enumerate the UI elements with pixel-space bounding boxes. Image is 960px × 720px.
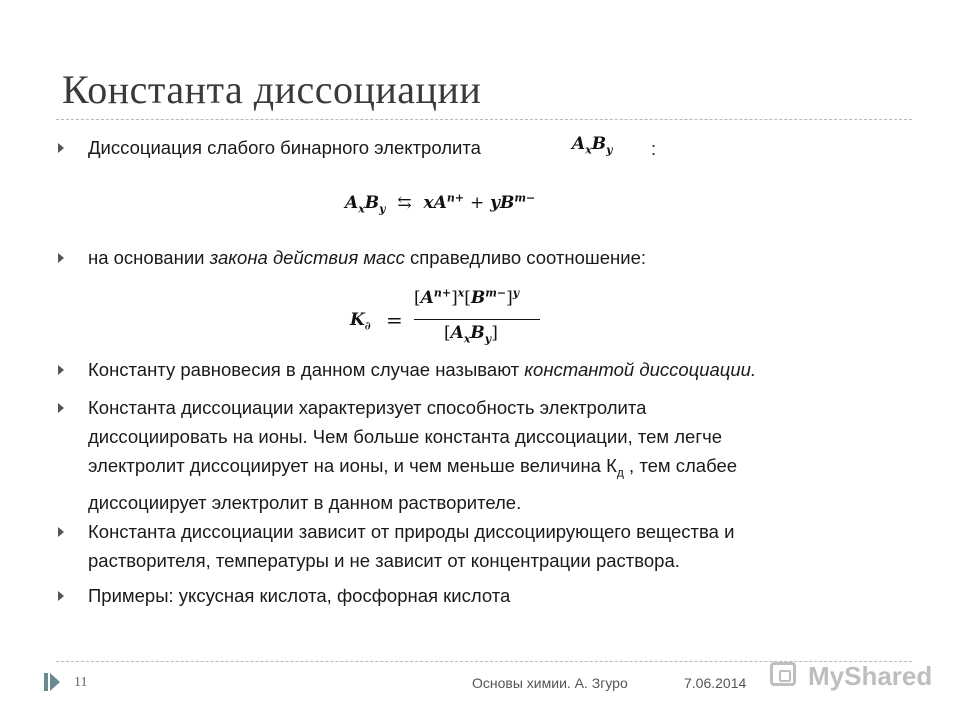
bullet-1-text: Диссоциация слабого бинарного электролита bbox=[88, 137, 481, 158]
bullet-text-3: Константу равновесия в данном случае называют константой диссоциации. bbox=[88, 359, 757, 380]
bullet-text-2: на основании закона действия масс справедливо соотношение: bbox=[88, 247, 647, 268]
bullet-text-1 bbox=[88, 133, 481, 162]
slide-title: Константа диссоциации bbox=[62, 67, 482, 112]
formula-inline-axby: $A_xB_y$ bbox=[572, 134, 613, 157]
fraction-denominator: $[A_xB_y]$ bbox=[444, 323, 498, 346]
footer-course: Основы химии. А. Згуро bbox=[472, 675, 628, 691]
title-divider bbox=[56, 119, 912, 120]
fraction-numerator: $[A^{n+}]^x[B^{m-}]^y$ bbox=[414, 286, 520, 308]
myshared-logo bbox=[768, 660, 933, 692]
footer-date: 7.06.2014 bbox=[684, 675, 747, 691]
bullet-1-colon: : bbox=[651, 138, 657, 159]
bullet-text-5: Константа диссоциации зависит от природы диссоциирующего вещества и растворителя, температуры и не зависит от концентрации раствора. bbox=[88, 521, 735, 571]
k-symbol: $K_\partial$ bbox=[350, 310, 371, 333]
equals-sign: = bbox=[386, 308, 403, 332]
bullet-text-6: Примеры: уксусная кислота, фосфорная кислота bbox=[88, 585, 511, 606]
fraction-bar bbox=[414, 319, 540, 320]
dissociation-equation: $A_xB_y$ ⇆ $xA^{n+} + yB^{m-}$ bbox=[345, 191, 536, 216]
page-number: 11 bbox=[74, 675, 88, 690]
myshared-logo-icon bbox=[770, 662, 796, 686]
bullet-text-4: Константа диссоциации характеризует способность электролита диссоциировать на ионы. Чем больше константа диссоциации, тем легче электролит диссоциирует на ионы, и чем меньше величина $К_д$ , тем слабее диссоциирует электролит в данном растворителе. bbox=[88, 397, 738, 513]
watermark-text: MyShared bbox=[808, 661, 933, 691]
skip-forward-icon[interactable] bbox=[44, 673, 60, 691]
